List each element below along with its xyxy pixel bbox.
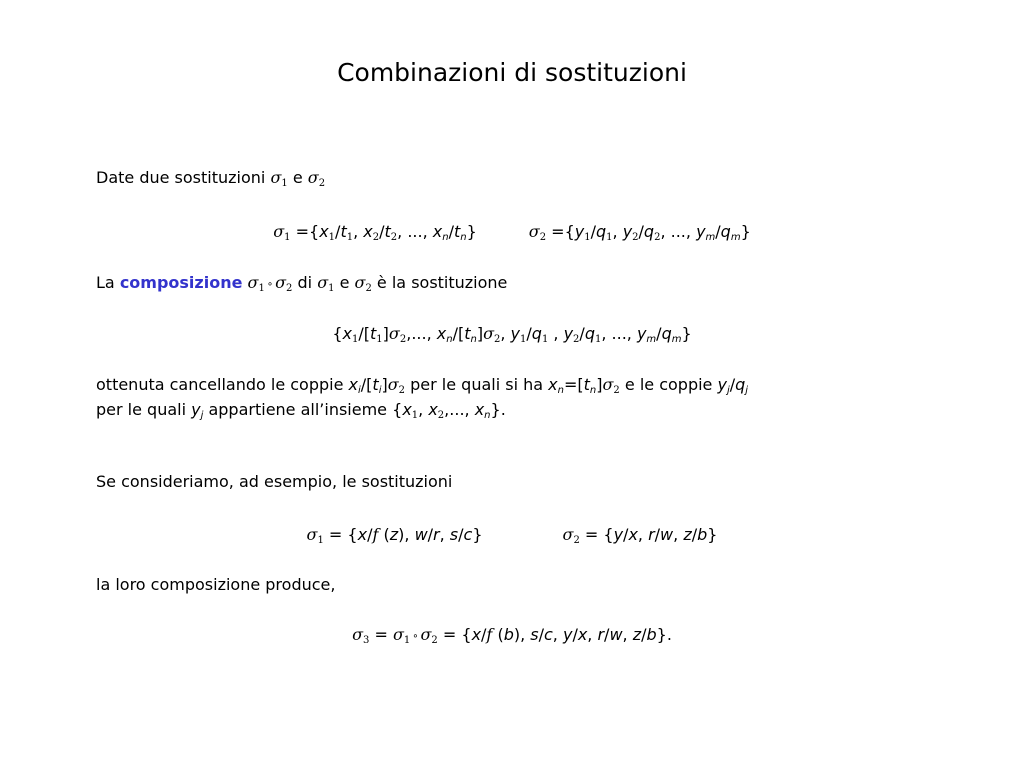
bracket: [	[577, 375, 584, 394]
paren: )	[513, 625, 521, 644]
example-formula	[0, 524, 1024, 546]
explain-part4: per le quali	[96, 400, 187, 419]
var: b	[503, 625, 514, 644]
bracket: [	[457, 324, 465, 343]
var: q	[735, 375, 746, 394]
eq-open: ={	[290, 222, 320, 241]
var: q	[643, 222, 655, 241]
explain-part3: e le coppie	[624, 375, 713, 394]
subscript: n	[484, 410, 491, 421]
comma: ,	[353, 222, 364, 241]
var: c	[463, 525, 473, 544]
var: y	[613, 525, 624, 544]
var: y	[622, 222, 633, 241]
slash: /	[691, 525, 698, 544]
var: w	[414, 525, 428, 544]
sigma-symbol: σ	[562, 525, 574, 544]
slash: /	[360, 375, 367, 394]
explanation-line-2: per le quali $y_j$ appartiene all’insieme {$x_1$, $x_2$,..., $x_n$}.	[96, 400, 506, 421]
var: s	[530, 625, 539, 644]
slash: /	[452, 324, 458, 343]
subscript: 1	[541, 334, 549, 345]
subscript: 1	[281, 178, 288, 189]
var: y	[717, 375, 727, 394]
comma: ,	[673, 525, 684, 544]
var: x	[363, 222, 373, 241]
slash: /	[623, 525, 629, 544]
subscript: 2	[399, 334, 407, 345]
close-brace: }	[681, 324, 692, 343]
comp-prefix: La	[96, 273, 115, 292]
composition-line	[96, 272, 507, 296]
composition-formula: {$x_1/[t_1]\sigma_2$,..., $x_n/[t_n]\sigma_2$, $y_1/q_1$ , $y_2/q_1$, ..., $y_m/q_m$}	[332, 324, 692, 345]
var: z	[683, 525, 692, 544]
var: y	[636, 324, 647, 343]
sigma-symbol: σ	[387, 375, 399, 394]
comma: ,	[622, 625, 633, 644]
var: x	[428, 400, 438, 419]
subscript: 2	[365, 283, 372, 294]
sigma-symbol: σ	[352, 625, 363, 644]
var: x	[628, 525, 638, 544]
var: r	[433, 525, 440, 544]
equals: =	[369, 625, 393, 644]
subscript: m	[705, 232, 716, 243]
var: y	[696, 222, 706, 241]
sigma-symbol: σ	[528, 222, 540, 241]
slash: /	[538, 625, 544, 644]
slash: /	[572, 625, 578, 644]
sigma-symbol: σ	[247, 273, 259, 292]
var: y	[574, 222, 585, 241]
slash: /	[448, 222, 454, 241]
paren: (	[497, 625, 504, 644]
sigma-symbol: σ	[392, 625, 404, 644]
slash: /	[379, 222, 385, 241]
subscript: m	[671, 334, 682, 345]
slash: /	[481, 625, 487, 644]
eq-open: ={	[546, 222, 575, 241]
subscript: 1	[352, 334, 359, 345]
eq-open: = {	[323, 525, 358, 544]
subscript: n	[460, 232, 467, 243]
comma: ,	[637, 525, 649, 544]
comp-suffix: è la sostituzione	[376, 273, 508, 292]
explain-part5: appartiene all’insieme	[208, 400, 388, 419]
subscript: 1	[594, 334, 602, 345]
subscript: 1	[328, 232, 336, 243]
var: b	[697, 525, 708, 544]
close-brace: }	[740, 222, 751, 241]
subscript: 2	[286, 283, 293, 294]
sigma-symbol: σ	[420, 625, 432, 644]
comma: ,	[404, 525, 415, 544]
compose-operator: ∘	[266, 279, 274, 290]
comp-di: di	[297, 273, 313, 292]
subscript: j	[200, 410, 204, 421]
var: y	[562, 625, 573, 644]
subscript: j	[726, 385, 730, 396]
subscript: 3	[362, 635, 370, 646]
ellipsis: ...	[449, 400, 465, 419]
definition-formula	[0, 221, 1024, 243]
subscript: i	[378, 385, 382, 396]
subscript: 2	[437, 410, 445, 421]
var: q	[584, 324, 595, 343]
sigma-symbol: σ	[388, 324, 400, 343]
var: q	[720, 222, 731, 241]
slash: /	[590, 222, 596, 241]
var: t	[372, 375, 379, 394]
var: x	[342, 324, 352, 343]
subscript: 1	[606, 232, 613, 243]
subscript: j	[745, 385, 749, 396]
open-brace: {	[332, 324, 343, 343]
function-f: f	[486, 625, 493, 644]
eq-open: = {	[579, 525, 614, 544]
var: x	[348, 375, 358, 394]
var: c	[544, 625, 553, 644]
subscript: 2	[372, 232, 380, 243]
var: x	[436, 324, 447, 343]
close-brace: }	[466, 222, 477, 241]
subscript: 2	[573, 334, 580, 345]
explain-part1: ottenuta cancellando le coppie	[96, 375, 344, 394]
var: q	[661, 324, 672, 343]
sigma-symbol: σ	[483, 324, 494, 343]
bracket: ]	[476, 324, 484, 343]
explanation-line-1: ottenuta cancellando le coppie $x_i/[t_i]\sigma_2$ per le quali si ha $x_n=[t_n]\sigma_2$ e le coppie $y_j/q_j$	[96, 375, 749, 396]
var: x	[432, 222, 443, 241]
subscript: n	[470, 334, 477, 345]
var: w	[660, 525, 674, 544]
ellipsis: , ...,	[397, 222, 433, 241]
bracket: [	[366, 375, 373, 394]
subscript: 2	[654, 232, 661, 243]
var: y	[191, 400, 201, 419]
function-f: f	[372, 525, 379, 544]
compose-operator: ∘	[412, 631, 419, 642]
var: x	[402, 400, 412, 419]
slash: /	[458, 525, 464, 544]
subscript: 1	[403, 635, 411, 646]
subscript: 2	[494, 334, 501, 345]
var: z	[632, 625, 642, 644]
explain-part2: per le quali si ha	[410, 375, 544, 394]
comma: ,	[520, 625, 531, 644]
intro-line	[96, 167, 325, 189]
subscript: 2	[431, 635, 438, 646]
close-brace: }	[707, 525, 718, 544]
subscript: 2	[318, 178, 326, 189]
example-intro: Se consideriamo, ad esempio, le sostituzioni	[96, 472, 453, 491]
subscript: n	[446, 334, 453, 345]
subscript: n	[442, 232, 449, 243]
subscript: i	[358, 385, 361, 396]
var: b	[646, 625, 657, 644]
bracket: ]	[596, 375, 603, 394]
subscript: m	[730, 232, 741, 243]
paren: )	[398, 525, 405, 544]
var: x	[474, 400, 485, 419]
var: x	[548, 375, 558, 394]
composition-keyword: composizione	[119, 273, 243, 292]
slash: /	[427, 525, 434, 544]
subscript: 2	[573, 535, 580, 546]
bracket: [	[363, 324, 371, 343]
sigma-symbol: σ	[602, 375, 614, 394]
subscript: 1	[284, 232, 291, 243]
ellipsis: , ...,	[660, 222, 697, 241]
conjunction: e	[339, 273, 350, 292]
subscript: 2	[539, 232, 547, 243]
comma: ,	[439, 525, 450, 544]
var: q	[595, 222, 607, 241]
ellipsis: ...	[411, 324, 427, 343]
slash: /	[335, 222, 341, 241]
comma: ,	[612, 222, 623, 241]
result-formula	[0, 624, 1024, 648]
slash: /	[656, 324, 662, 343]
close-brace: }	[472, 525, 483, 544]
subscript: m	[646, 334, 657, 345]
slash: /	[729, 375, 736, 394]
sigma-symbol: σ	[354, 273, 366, 292]
slash: /	[654, 525, 661, 544]
paren: (	[383, 525, 390, 544]
comma: ,	[552, 625, 563, 644]
var: t	[370, 324, 377, 343]
subscript: n	[557, 385, 564, 396]
var: r	[648, 525, 655, 544]
var: t	[583, 375, 590, 394]
subscript: 1	[584, 232, 591, 243]
slash: /	[526, 324, 532, 343]
subscript: 2	[632, 232, 639, 243]
sigma-symbol: σ	[270, 168, 282, 187]
bracket: ]	[382, 324, 389, 343]
subscript: 1	[520, 334, 527, 345]
var: y	[510, 324, 521, 343]
slash: /	[641, 625, 647, 644]
slash: /	[579, 324, 585, 343]
subscript: 2	[613, 385, 620, 396]
subscript: 1	[317, 535, 324, 546]
conjunction: e	[292, 168, 303, 187]
sigma-symbol: σ	[275, 273, 287, 292]
var: x	[357, 525, 368, 544]
result-intro: la loro composizione produce,	[96, 575, 336, 594]
var: x	[471, 625, 482, 644]
subscript: n	[589, 385, 597, 396]
slash: /	[604, 625, 610, 644]
slash: /	[715, 222, 721, 241]
comma: ,	[587, 625, 598, 644]
var: q	[531, 324, 542, 343]
var: x	[577, 625, 588, 644]
sigma-symbol: σ	[273, 222, 285, 241]
sigma-symbol: σ	[317, 273, 329, 292]
var: r	[597, 625, 605, 644]
ellipsis: , ...,	[601, 324, 637, 343]
var: t	[453, 222, 461, 241]
subscript: 2	[390, 232, 398, 243]
open-brace: {	[392, 400, 403, 419]
slide-title: Combinazioni di sostituzioni	[337, 58, 687, 87]
sigma-symbol: σ	[306, 525, 318, 544]
intro-text: Date due sostituzioni	[96, 168, 266, 187]
bracket: ]	[381, 375, 388, 394]
slash: /	[358, 324, 364, 343]
subscript: 1	[411, 410, 419, 421]
var: x	[319, 222, 329, 241]
var: y	[563, 324, 574, 343]
var: z	[389, 525, 399, 544]
subscript: 1	[346, 232, 354, 243]
var: t	[464, 324, 471, 343]
var: t	[340, 222, 347, 241]
close-brace: }.	[490, 400, 506, 419]
eq-open: = {	[437, 625, 472, 644]
var: s	[449, 525, 459, 544]
subscript: 1	[258, 283, 265, 294]
subscript: 1	[328, 283, 335, 294]
sigma-symbol: σ	[307, 168, 319, 187]
var: w	[609, 625, 623, 644]
slash: /	[367, 525, 373, 544]
var: t	[384, 222, 391, 241]
subscript: 1	[376, 334, 383, 345]
close-brace: }.	[656, 625, 672, 644]
subscript: 2	[398, 385, 406, 396]
slash: /	[638, 222, 644, 241]
